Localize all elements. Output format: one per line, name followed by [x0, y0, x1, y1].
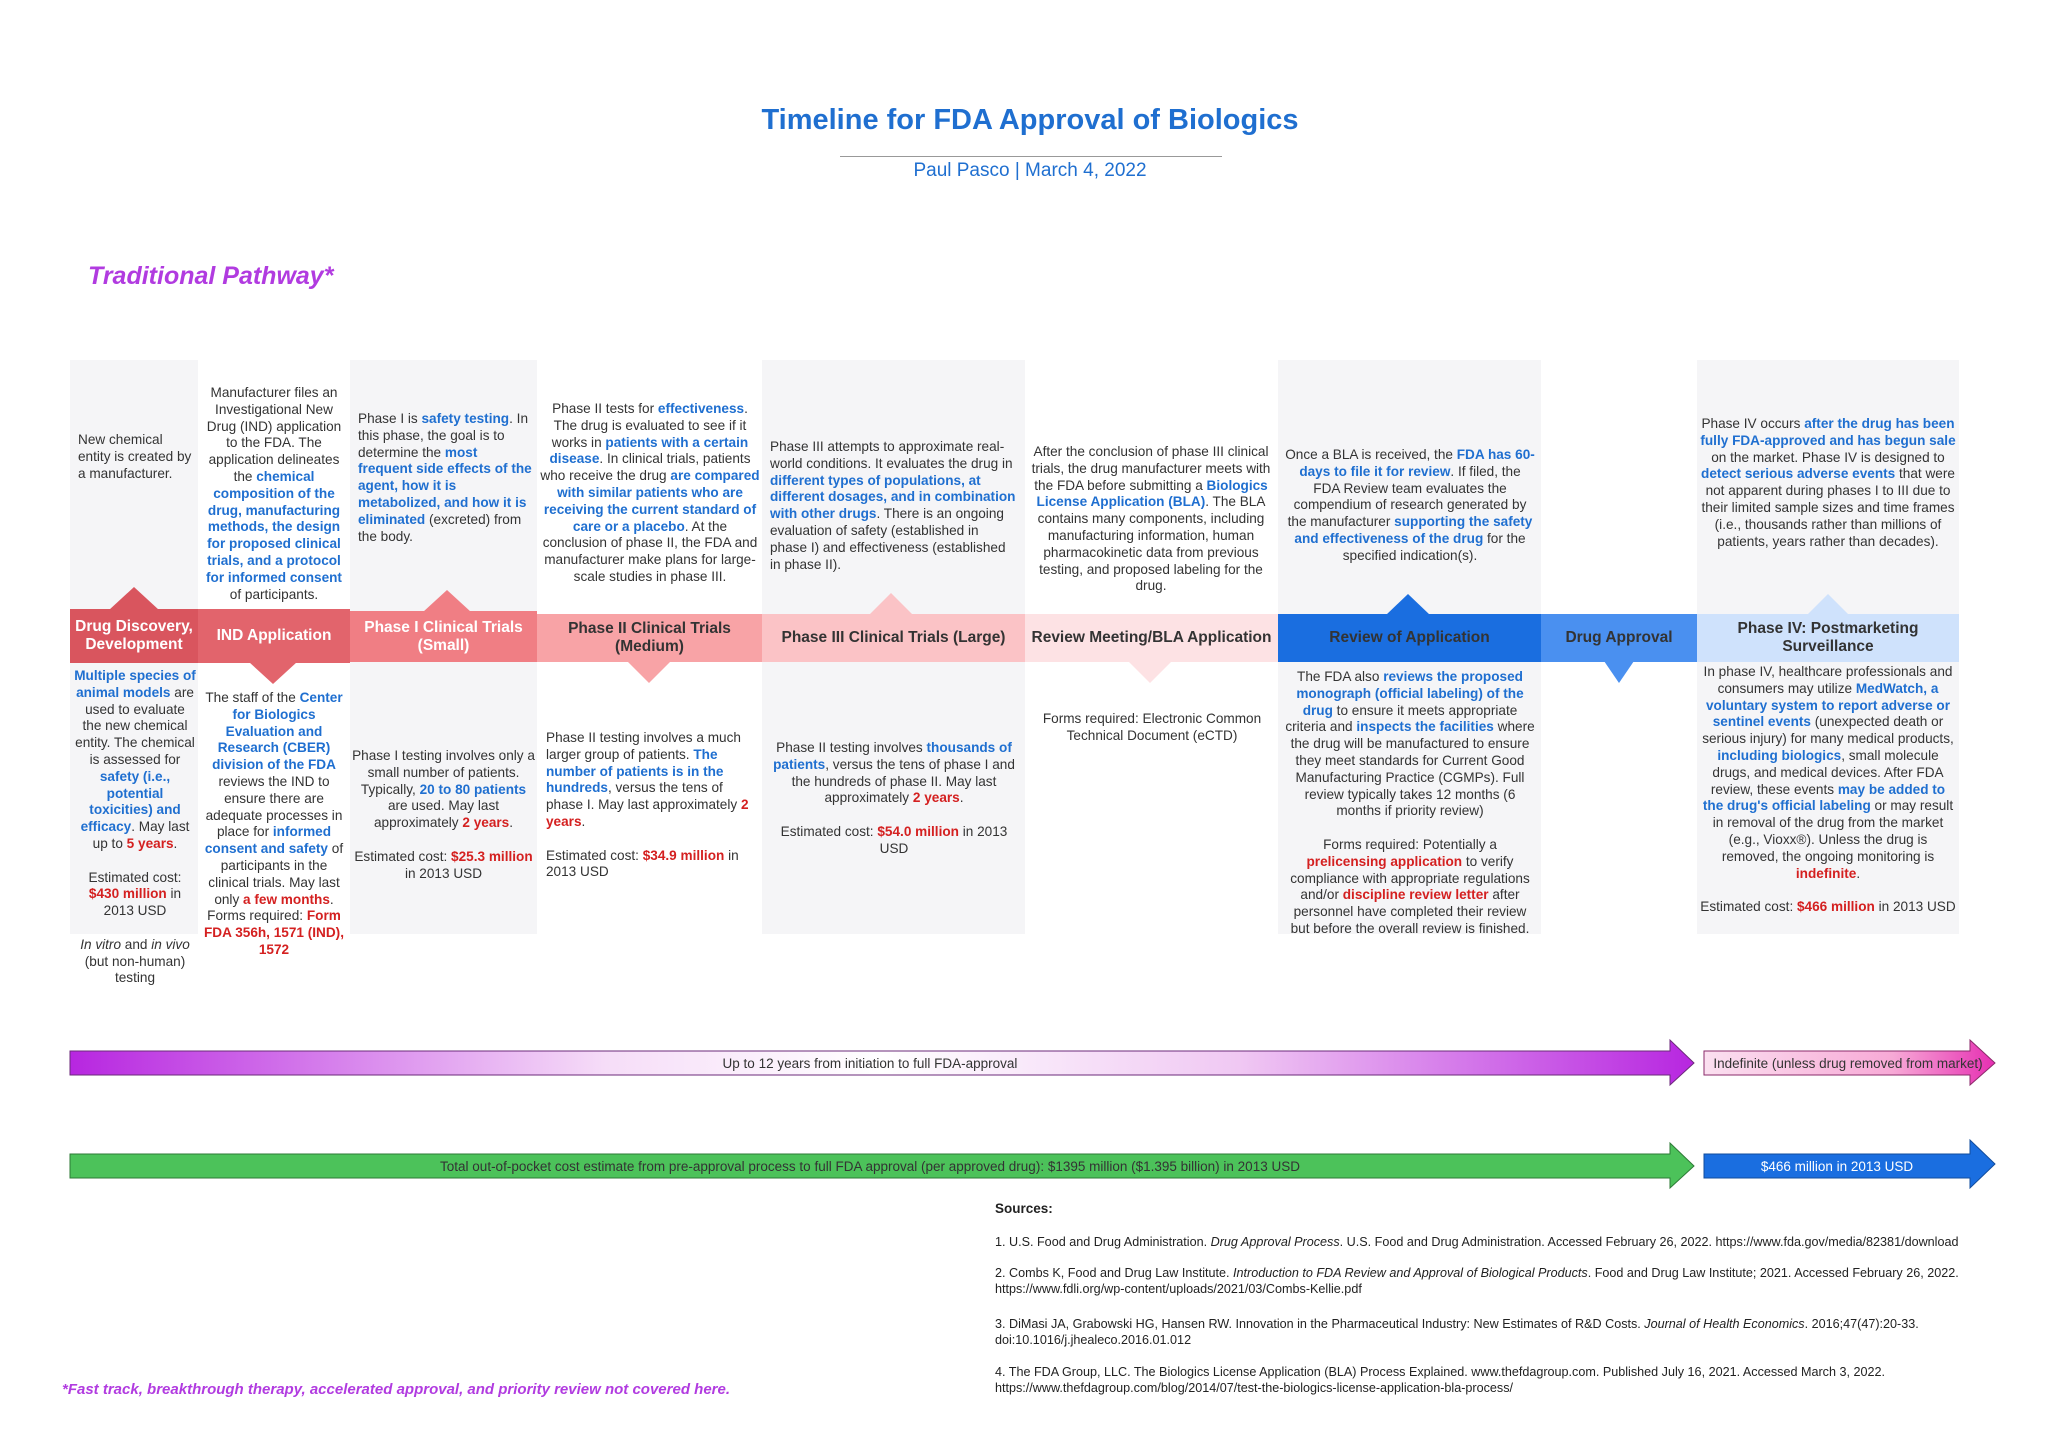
text-run: are compared with similar patients who are receiving the current standard of care or a placebo: [543, 468, 760, 534]
text-run: MedWatch, a voluntary system to report adverse or sentinel events: [1705, 680, 1951, 730]
text-run: 2 years: [912, 790, 960, 806]
text-run: supporting the safety and effectiveness of the drug: [1294, 514, 1533, 546]
text-run: $430 million: [88, 886, 167, 902]
text-run: to verify compliance with appropriate regulations and/or: [1290, 853, 1530, 903]
duration-label: Up to 12 years from initiation to full FDA-approval: [722, 1055, 1018, 1071]
text-run: Forms required:: [207, 908, 307, 924]
text-run: .: [509, 815, 514, 831]
footnote: *Fast track, breakthrough therapy, accelerated approval, and priority review not covered here.: [62, 1381, 731, 1398]
text-run: 4. The FDA Group, LLC. The Biologics License Application (BLA) Process Explained. www.thefdagroup.com. Published July 16, 2021. Accessed March 3, 2022. https://www.thefdagroup.com/blog/2014/07/test-the-biologics-license-application-bla-process/: [995, 1365, 1885, 1395]
text-run: .: [329, 891, 334, 907]
text-run: thousands of patients: [773, 740, 1012, 772]
text-run: are used. May last approximately: [373, 798, 500, 831]
text-run: Once a BLA is received, the: [1285, 447, 1457, 462]
text-run: chemical composition of the drug, manufacturing methods, the design for proposed clinical trials, and a protocol for informed consent: [206, 468, 342, 585]
text-run: Estimated cost:: [546, 847, 643, 863]
text-run: including biologics: [1717, 747, 1842, 763]
text-run: Estimated cost:: [780, 823, 878, 839]
text-run: Drug Approval Process: [1210, 1235, 1340, 1249]
text-run: Estimated cost:: [88, 869, 182, 885]
text-run: . In this phase, the goal is to determine the: [358, 411, 528, 460]
text-run: . Food and Drug Law Institute; 2021. Accessed February 26, 2022. https://www.fdli.org/wp-content/uploads/2021/03/Combs-Kellie.pdf: [995, 1266, 1959, 1296]
stage-label-phase1: Phase I Clinical Trials (Small): [350, 611, 537, 662]
source-item: [995, 1265, 2005, 1297]
text-run: informed consent and safety: [204, 824, 332, 857]
text-run: effectiveness: [657, 401, 745, 416]
text-run: a few months: [243, 891, 330, 907]
stage-label-drug-approval: Drug Approval: [1541, 614, 1697, 662]
text-run: Estimated cost:: [1700, 899, 1797, 915]
text-run: . If filed, the FDA Review team evaluates the compendium of research generated by the manufacturer: [1287, 463, 1527, 530]
text-run: , versus the tens of phase I. May last approximately: [546, 780, 741, 813]
text-run: prelicensing application: [1306, 853, 1463, 869]
text-run: . 2016;47(47):20-33. doi:10.1016/j.jhealeco.2016.01.012: [995, 1317, 1919, 1347]
text-run: (unexpected death or serious injury) for many medical products,: [1702, 714, 1954, 747]
source-item: [995, 1364, 2005, 1396]
text-run: . There is an ongoing evaluation of safety (established in phase I) and effectiveness (established in phase II).: [770, 506, 1006, 572]
text-run: 2 years: [546, 797, 749, 829]
stage-label-review-app: Review of Application: [1278, 614, 1541, 662]
text-run: in 2013 USD: [103, 886, 182, 919]
text-run: . In clinical trials, patients who receive the drug: [540, 451, 751, 484]
text-run: after personnel have completed their review but before the overall review is finished.: [1290, 887, 1530, 936]
text-run: 3. DiMasi JA, Grabowski HG, Hansen RW. Innovation in the Pharmaceutical Industry: New Estimates of R&D Costs.: [995, 1317, 1645, 1331]
text-run: , small molecule drugs, and medical devices. After FDA review, these events: [1710, 747, 1944, 797]
text-run: for the specified indication(s).: [1342, 530, 1526, 563]
text-run: reviews the proposed monograph (official labeling) of the drug: [1296, 669, 1524, 718]
text-run: Center for Biologics Evaluation and Research (CBER) division of the FDA: [212, 690, 343, 773]
text-run: 20 to 80 patients: [419, 781, 527, 797]
text-run: detect serious adverse events: [1701, 466, 1896, 482]
text-run: $466 million: [1797, 899, 1875, 915]
text-run: Phase II tests for: [552, 401, 658, 416]
text-run: Phase I is: [358, 411, 422, 426]
text-run: inspects the facilities: [1356, 719, 1494, 735]
text-run: FDA has 60-days to file it for review: [1299, 447, 1535, 479]
text-run: After the conclusion of phase III clinical trials, the drug manufacturer meets with the FDA before submitting a: [1031, 444, 1271, 493]
text-run: of participants.: [229, 586, 319, 602]
source-item: [995, 1316, 2005, 1348]
cost-post-label: $466 million in 2013 USD: [1760, 1158, 1914, 1174]
text-run: Estimated cost:: [354, 848, 452, 864]
text-run: $54.0 million: [877, 823, 959, 839]
text-run: $25.3 million: [451, 848, 533, 864]
source-item: [995, 1234, 2005, 1250]
text-run: on the market. Phase IV is designed to: [1711, 449, 1945, 465]
text-run: in 2013 USD: [879, 823, 1008, 856]
text-run: different types of populations, at different dosages, and in combination with other drugs: [770, 472, 1016, 522]
text-run: where the drug will be manufactured to ensure they meet standards for Current Good Manufacturing Practice (CGMPs). Full review typically takes 12 months (6 months if priority review): [1290, 719, 1535, 819]
text-run: in 2013 USD: [546, 847, 739, 880]
text-run: Phase IV occurs: [1701, 416, 1805, 431]
stage-label-ind: IND Application: [198, 609, 350, 663]
stage-label-review-meeting: Review Meeting/BLA Application: [1025, 614, 1278, 662]
text-run: discipline review letter: [1342, 887, 1489, 903]
text-run: .: [173, 835, 178, 851]
text-run: .: [581, 813, 586, 829]
text-run: , versus the tens of phase I and the hundreds of phase II. May last approximately: [791, 756, 1015, 806]
text-run: Biologics License Application (BLA): [1036, 477, 1268, 510]
text-run: 5 years: [126, 835, 174, 851]
text-run: $34.9 million: [642, 847, 725, 863]
text-run: Phase I testing involves only a small number of patients. Typically,: [352, 748, 535, 797]
text-run: Form FDA 356h, 1571 (IND), 1572: [203, 908, 344, 957]
text-run: reviews the IND to ensure there are adequate processes in place for: [205, 773, 343, 840]
text-run: Journal of Health Economics: [1644, 1317, 1805, 1331]
text-run: most frequent side effects of the agent, how it is metabolized, and how it is eliminated: [358, 444, 532, 527]
text-run: . The drug is evaluated to see if it works in: [551, 401, 748, 450]
text-run: may be added to the drug's official labeling: [1702, 781, 1946, 814]
duration-post-label: Indefinite (unless drug removed from market): [1713, 1055, 1983, 1071]
page-title: Timeline for FDA Approval of Biologics: [761, 104, 1299, 136]
page-subtitle: Paul Pasco | March 4, 2022: [913, 160, 1147, 181]
text-run: in vivo: [151, 936, 190, 952]
text-run: or may result in removal of the drug from the market (e.g., Vioxx®). Unless the drug is removed, the ongoing monitoring is: [1712, 798, 1954, 864]
text-run: In vitro: [80, 936, 122, 952]
text-run: are used to evaluate the new chemical entity. The chemical is assessed for: [75, 684, 195, 767]
text-run: In phase IV, healthcare professionals and consumers may utilize: [1703, 664, 1953, 696]
text-run: safety testing: [421, 411, 510, 426]
text-run: after the drug has been fully FDA-approved and has begun sale: [1700, 416, 1956, 448]
text-run: Introduction to FDA Review and Approval of Biological Products: [1233, 1266, 1588, 1280]
sources-heading: Sources:: [995, 1201, 1053, 1216]
text-run: Manufacturer files an Investigational New Drug (IND) application to the FDA. The application delineates the: [206, 385, 342, 484]
text-run: Forms required: Potentially a: [1323, 836, 1497, 852]
text-run: . May last up to: [92, 819, 190, 851]
stage-label-drug-discovery: Drug Discovery, Development: [70, 609, 198, 663]
stage-label-phase2: Phase II Clinical Trials (Medium): [537, 614, 762, 662]
text-run: (excreted) from the body.: [358, 511, 522, 544]
text-run: The number of patients is in the hundreds: [546, 746, 724, 796]
text-run: New chemical entity is created by a manufacturer.: [78, 432, 192, 481]
text-run: in 2013 USD: [1874, 899, 1956, 915]
pathway-label: Traditional Pathway*: [88, 262, 334, 290]
text-run: to ensure it meets appropriate criteria and: [1285, 702, 1518, 735]
text-run: Phase II testing involves a much larger group of patients.: [546, 730, 741, 762]
text-run: Phase III attempts to approximate real-world conditions. It evaluates the drug in: [770, 439, 1013, 471]
text-run: The staff of the: [205, 690, 300, 705]
text-run: safety (i.e., potential toxicities) and efficacy: [80, 768, 181, 835]
text-run: . The BLA contains many components, including manufacturing information, human pharmacokinetic data from previous testing, and proposed labeling for the drug.: [1037, 494, 1266, 594]
text-run: The FDA also: [1297, 669, 1384, 684]
text-run: . At the conclusion of phase II, the FDA and manufacturer make plans for large-scale studies in phase III.: [542, 518, 758, 584]
text-run: . U.S. Food and Drug Administration. Accessed February 26, 2022. https://www.fda.gov/media/82381/download: [1339, 1235, 1959, 1249]
text-run: Phase II testing involves: [776, 740, 927, 755]
text-run: and: [121, 936, 152, 952]
cost-label: Total out-of-pocket cost estimate from pre-approval process to full FDA approval (per approved drug): $1395 million ($1.395 billion) in 2013 USD: [440, 1158, 1300, 1174]
text-run: 2. Combs K, Food and Drug Law Institute.: [995, 1266, 1234, 1280]
text-run: Forms required: Electronic Common Technical Document (eCTD): [1042, 711, 1262, 743]
text-run: of participants in the clinical trials. May last only: [208, 841, 344, 907]
text-run: (but non-human) testing: [84, 953, 186, 986]
text-run: in 2013 USD: [404, 865, 483, 881]
text-run: that were not apparent during phases I to III due to their limited sample sizes and time frames (i.e., thousands rather than millions of patients, years rather than decades).: [1701, 466, 1955, 549]
text-run: 1. U.S. Food and Drug Administration.: [995, 1235, 1211, 1249]
text-run: indefinite: [1795, 865, 1857, 881]
stage-label-phase4: Phase IV: Postmarketing Surveillance: [1697, 614, 1959, 662]
stage-label-phase3: Phase III Clinical Trials (Large): [762, 614, 1025, 662]
text-run: .: [959, 790, 964, 806]
text-run: Multiple species of animal models: [74, 668, 196, 700]
text-run: patients with a certain disease: [549, 434, 749, 467]
text-run: .: [1856, 865, 1861, 881]
text-run: 2 years: [462, 815, 510, 831]
